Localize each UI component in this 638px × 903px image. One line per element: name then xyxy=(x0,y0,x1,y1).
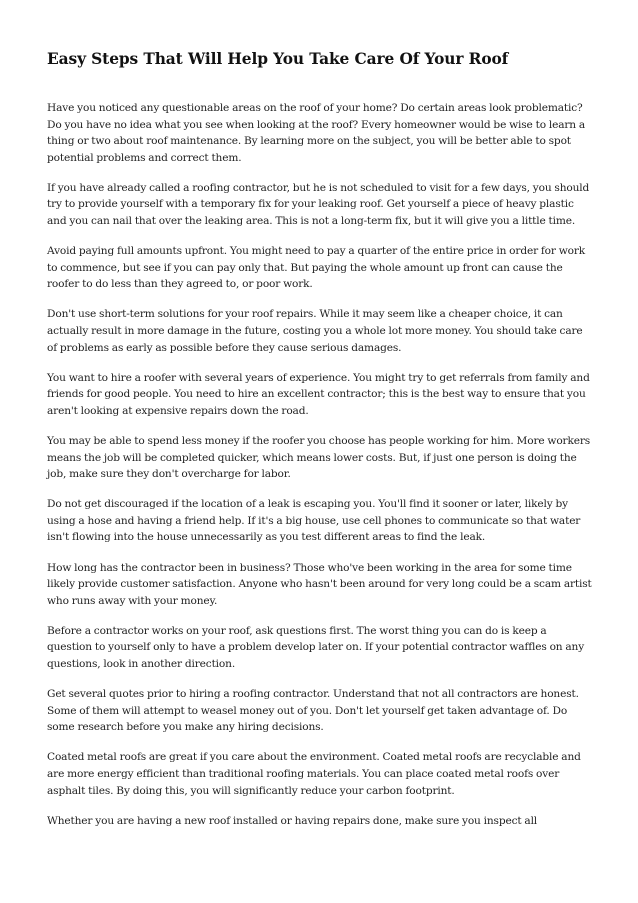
paragraph: You may be able to spend less money if the roofer you choose has people working for him. More workers means the job will be completed quicker, which means lower costs. But, if just one person is doing the job, make sure they don't overcharge for labor. xyxy=(47,435,591,481)
paragraph: Before a contractor works on your roof, ask questions first. The worst thing you can do is keep a question to yourself only to have a problem develop later on. If your potential contractor waffles on any questions, look in another direction. xyxy=(47,624,585,671)
document-title: Easy Steps That Will Help You Take Care Of Your Roof xyxy=(47,50,509,68)
paragraph: Whether you are having a new roof installed or having repairs done, make sure you inspect all xyxy=(47,814,538,827)
paragraph: Get several quotes prior to hiring a roofing contractor. Understand that not all contractors are honest. Some of them will attempt to weasel money out of you. Don't let yourself get taken advantage of. Do some research before you make any hiring decisions. xyxy=(47,688,579,734)
paragraph: Do not get discouraged if the location of a leak is escaping you. You'll find it sooner or later, likely by using a hose and having a friend help. If it's a big house, use cell phones to communicate so that water isn't flowing into the house unnecessarily as you test different areas to find the leak. xyxy=(47,498,581,544)
document-page xyxy=(47,48,594,843)
paragraph: How long has the contractor been in business? Those who've been working in the area for some time likely provide customer satisfaction. Anyone who hasn't been around for very long could be a scam artist who runs away with your money. xyxy=(47,561,592,607)
paragraph: Avoid paying full amounts upfront. You might need to pay a quarter of the entire price in order for work to commence, but see if you can pay only that. But paying the whole amount up front can cause the roofer to do less than they agreed to, or poor work. xyxy=(47,245,586,291)
paragraph: Have you noticed any questionable areas on the roof of your home? Do certain areas look problematic? Do you have no idea what you see when looking at the roof? Every homeowner would be wise to learn a thing or two about roof maintenance. By learning more on the subject, you will be better able to spot potential problems and correct them. xyxy=(47,102,586,164)
paragraph: Coated metal roofs are great if you care about the environment. Coated metal roofs are recyclable and are more energy efficient than traditional roofing materials. You can place coated metal roofs over asphalt tiles. By doing this, you will significantly reduce your carbon footprint. xyxy=(47,751,581,797)
paragraph: Don't use short-term solutions for your roof repairs. While it may seem like a cheaper choice, it can actually result in more damage in the future, costing you a whole lot more money. You should take care of problems as early as possible before they cause serious damages. xyxy=(47,308,583,354)
paragraph: You want to hire a roofer with several years of experience. You might try to get referrals from family and friends for good people. You need to hire an excellent contractor; this is the best way to ensure that you aren't looking at expensive repairs down the road. xyxy=(47,371,590,417)
paragraph: If you have already called a roofing contractor, but he is not scheduled to visit for a few days, you should try to provide yourself with a temporary fix for your leaking roof. Get yourself a piece of heavy plastic and you can nail that over the leaking area. This is not a long-term fix, but it will give you a little time. xyxy=(47,181,590,228)
